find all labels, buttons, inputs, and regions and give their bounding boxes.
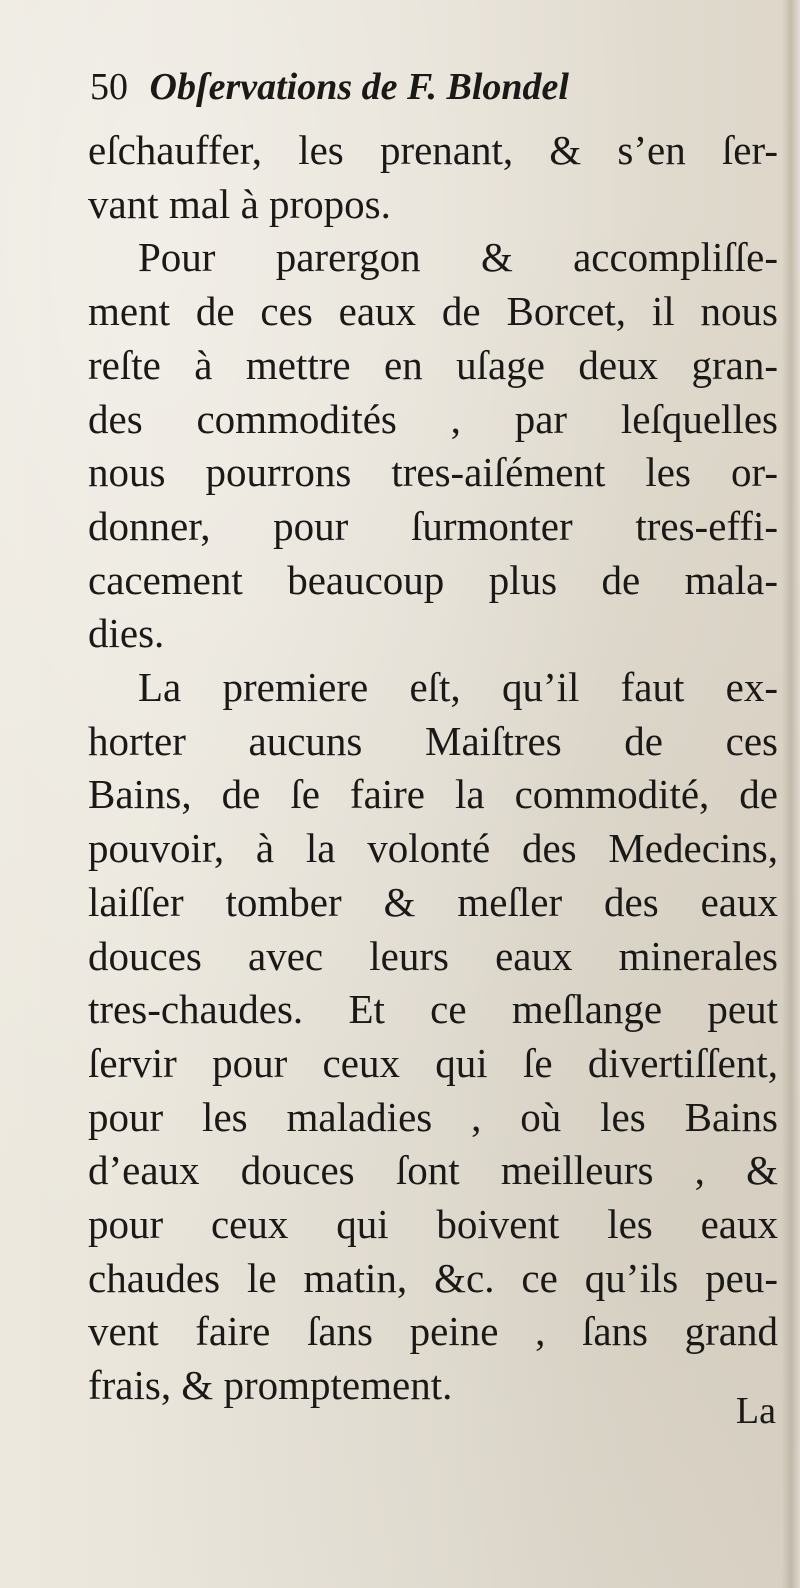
text-line: douces avec leurs eaux minerales — [88, 932, 778, 979]
page-header — [90, 68, 780, 106]
text-line: d’eaux douces ſont meilleurs , & — [88, 1147, 778, 1194]
text-line: vent faire ſans peine , ſans grand — [88, 1308, 778, 1355]
body-text — [88, 124, 778, 1413]
text-line: chaudes le matin, &c. ce qu’ils peu- — [88, 1254, 778, 1301]
text-line: Pour parergon & accompliſſe- — [138, 234, 778, 281]
text-line: des commodités , par leſquelles — [88, 395, 778, 442]
page-number: 50 — [90, 66, 128, 108]
text-line: frais, & promptement. — [88, 1362, 453, 1409]
text-line: Bains, de ſe faire la commodité, de — [88, 771, 778, 818]
text-line: pour ceux qui boivent les eaux — [88, 1201, 778, 1248]
page-edge-shadow — [782, 0, 800, 1588]
text-line: reſte à mettre en uſage deux gran- — [88, 341, 778, 388]
text-line: La premiere eſt, qu’il faut ex- — [138, 664, 778, 711]
text-line: donner, pour ſurmonter tres-effi- — [88, 502, 778, 549]
text-line: pour les maladies , où les Bains — [88, 1093, 778, 1140]
text-line: vant mal à propos. — [88, 180, 391, 227]
text-line: pouvoir, à la volonté des Medecins, — [88, 825, 778, 872]
text-line: laiſſer tomber & meſler des eaux — [88, 878, 778, 925]
text-line: nous pourrons tres-aiſément les or- — [88, 449, 778, 496]
text-line: eſchauffer, les prenant, & s’en ſer- — [88, 127, 778, 173]
text-line: ſervir pour ceux qui ſe divertiſſent, — [88, 1039, 778, 1086]
running-title: Obſervations de F. Blondel — [149, 66, 569, 108]
text-line: cacement beaucoup plus de mala- — [88, 556, 778, 603]
text-line: horter aucuns Maiſtres de ces — [88, 717, 778, 764]
text-line: tres-chaudes. Et ce meſlange peut — [88, 986, 778, 1033]
text-line: dies. — [88, 610, 165, 657]
text-line: ment de ces eaux de Borcet, il nous — [88, 288, 778, 335]
catchword: La — [735, 1390, 776, 1432]
